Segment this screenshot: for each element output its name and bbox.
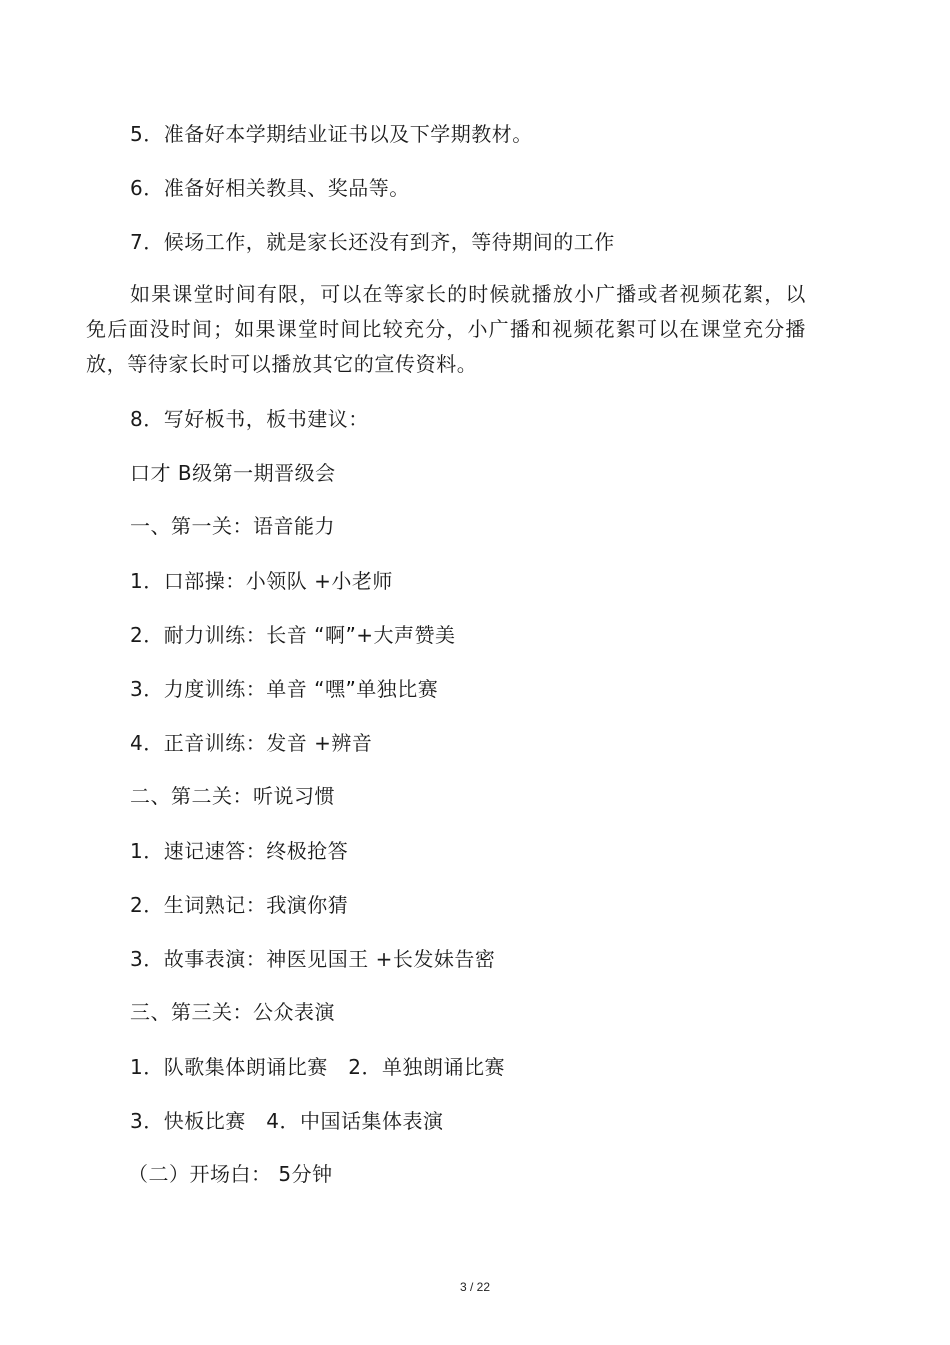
blackboard-title: 口才 B级第一期晋级会	[130, 461, 336, 485]
list-item-blackboard: 8．写好板书，板书建议：	[130, 407, 369, 431]
section-heading-first-level: 一、第一关：语音能力	[130, 514, 335, 538]
list-item-endurance-training: 2．耐力训练：长音 “啊”+大声赞美	[130, 623, 456, 647]
list-item-story-performance: 3．故事表演：神医见国王 +长发妹告密	[130, 947, 496, 971]
list-item-mouth-exercise: 1．口部操：小领队 +小老师	[130, 569, 393, 593]
list-item-strength-training: 3．力度训练：单音 “嘿”单独比赛	[130, 677, 439, 701]
list-item-prepare-teaching-aids: 6．准备好相关教具、奖品等。	[130, 176, 410, 200]
section-heading-second-level: 二、第二关：听说习惯	[130, 784, 335, 808]
list-item-prepare-certificates: 5．准备好本学期结业证书以及下学期教材。	[130, 122, 533, 146]
section-heading-opening: （二）开场白： 5分钟	[128, 1162, 333, 1186]
list-item-vocabulary: 2．生词熟记：我演你猜	[130, 893, 349, 917]
page-number: 3 / 22	[459, 1280, 491, 1294]
body-paragraph: 如果课堂时间有限，可以在等家长的时候就播放小广播或者视频花絮，以免后面没时间；如果课堂时间比较充分，小广播和视频花絮可以在课堂充分播放，等待家长时可以播放其它的宣传资料。	[86, 282, 806, 376]
list-item-waiting-work: 7．候场工作，就是家长还没有到齐，等待期间的工作	[130, 230, 615, 254]
list-item-quick-answer: 1．速记速答：终极抢答	[130, 839, 349, 863]
list-item-pronunciation-training: 4．正音训练：发音 +辨音	[130, 731, 373, 755]
list-item-recitation-contests: 1．队歌集体朗诵比赛 2．单独朗诵比赛	[130, 1055, 505, 1079]
section-heading-third-level: 三、第三关：公众表演	[130, 1000, 335, 1024]
list-item-performances: 3．快板比赛 4．中国话集体表演	[130, 1109, 444, 1133]
